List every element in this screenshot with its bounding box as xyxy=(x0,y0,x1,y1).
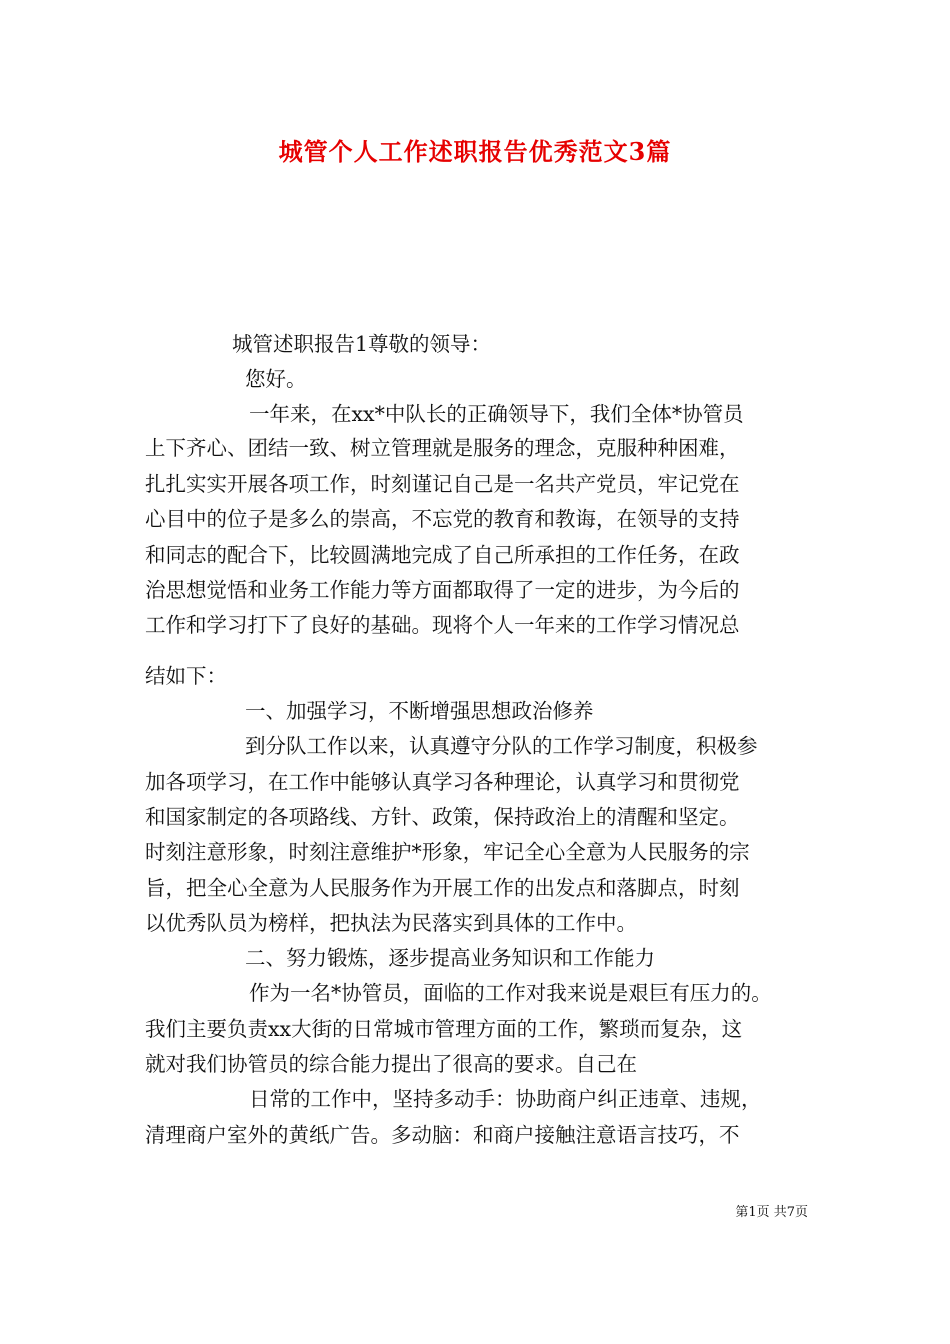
body-line: 作为一名*协管员，面临的工作对我来说是艰巨有压力的。 xyxy=(249,981,772,1005)
body-line: 上下齐心、团结一致、树立管理就是服务的理念，克服种种困难， xyxy=(145,436,740,460)
page-footer: 第1页 共7页 xyxy=(735,1205,808,1220)
body-line: 城管述职报告1尊敬的领导： xyxy=(232,332,492,356)
body-line: 结如下： xyxy=(145,664,227,688)
body-line: 清理商户室外的黄纸广告。多动脑：和商户接触注意语言技巧，不 xyxy=(145,1123,740,1147)
body-line: 我们主要负责xx大街的日常城市管理方面的工作，繁琐而复杂，这 xyxy=(145,1017,743,1041)
body-line: 您好。 xyxy=(245,367,307,391)
body-line: 旨，把全心全意为人民服务作为开展工作的出发点和落脚点，时刻 xyxy=(145,876,740,900)
body-line: 时刻注意形象，时刻注意维护*形象，牢记全心全意为人民服务的宗 xyxy=(145,840,750,864)
body-line: 一年来，在xx*中队长的正确领导下，我们全体*协管员 xyxy=(249,402,744,426)
body-line: 日常的工作中，坚持多动手：协助商户纠正违章、违规， xyxy=(249,1087,762,1111)
body-line: 以优秀队员为榜样，把执法为民落实到具体的工作中。 xyxy=(145,911,637,935)
body-line: 和同志的配合下，比较圆满地完成了自己所承担的工作任务，在政 xyxy=(145,543,740,567)
body-line: 加各项学习，在工作中能够认真学习各种理论，认真学习和贯彻党 xyxy=(145,770,740,794)
body-line: 就对我们协管员的综合能力提出了很高的要求。自己在 xyxy=(145,1052,637,1076)
body-line: 扎扎实实开展各项工作，时刻谨记自己是一名共产党员，牢记党在 xyxy=(145,472,740,496)
body-line: 治思想觉悟和业务工作能力等方面都取得了一定的进步，为今后的 xyxy=(145,578,740,602)
body-line: 工作和学习打下了良好的基础。现将个人一年来的工作学习情况总 xyxy=(145,613,740,637)
body-line: 和国家制定的各项路线、方针、政策，保持政治上的清醒和坚定。 xyxy=(145,805,740,829)
section-heading: 一、加强学习，不断增强思想政治修养 xyxy=(245,699,594,723)
document-title: 城管个人工作述职报告优秀范文3篇 xyxy=(278,137,672,166)
body-line: 心目中的位子是多么的崇高，不忘党的教育和教诲，在领导的支持 xyxy=(145,507,740,531)
section-heading: 二、努力锻炼，逐步提高业务知识和工作能力 xyxy=(245,946,655,970)
body-line: 到分队工作以来，认真遵守分队的工作学习制度，积极参 xyxy=(245,734,758,758)
